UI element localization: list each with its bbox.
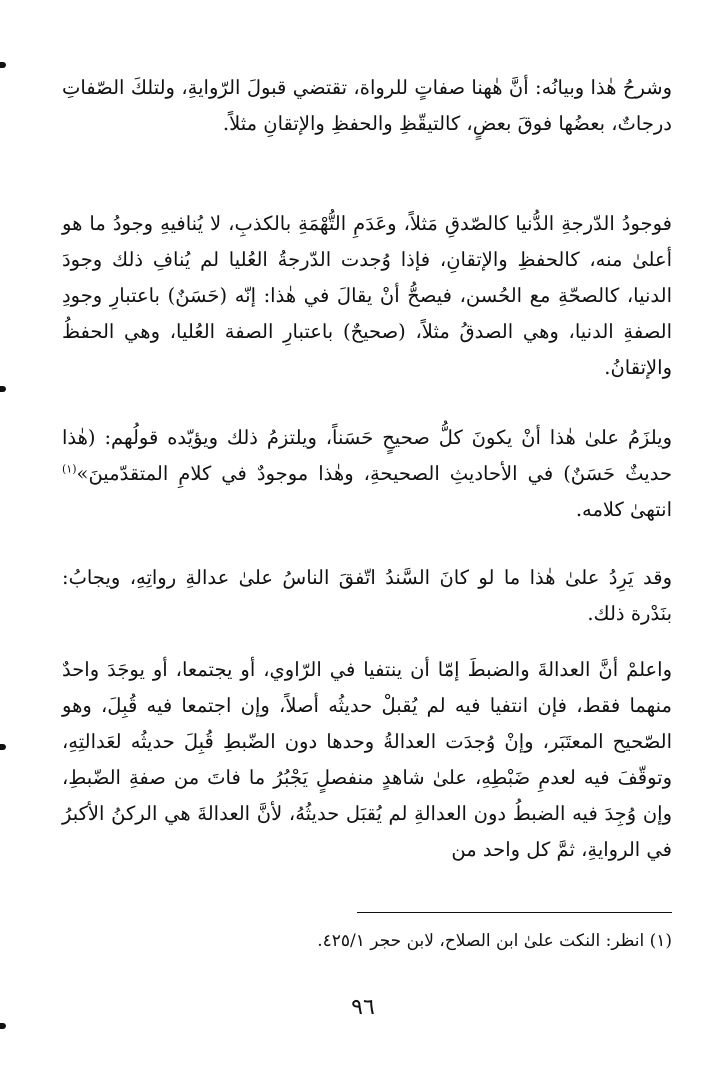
paragraph-text: واعلمْ أنَّ العدالةَ والضبطَ إمّا أن ينتفيا في الرّاوي، أو يجتمعا، أو يوجَدَ واحدٌ منهما فقط، فإن انتفيا فيه لم يُقبلْ حديثُه أصلاً، وإن اجتمعا فيه قُبِلَ، وهو الصّحيح المعتَبَر، وإنْ وُجدَت العدالةُ وحدها دون الضّبطِ قُبِلَ حديثُه لعَدالتِهِ، وتوقّفَ فيه لعدمِ ضَبْطِهِ، علىٰ شاهدٍ منفصلٍ يَجْبُرُ ما فاتَ من صفةِ الضّبطِ، وإن وُجِدَ فيه الضبطُ دون العدالةِ لم يُقبَل حديثُهُ، لأنَّ العدالةَ هي الركنُ الأكبرُ في الروايةِ، ثمَّ كل واحد من bbox=[62, 658, 672, 861]
paragraph-3 bbox=[62, 420, 672, 528]
edge-mark bbox=[0, 62, 6, 68]
paragraph-4 bbox=[62, 560, 672, 632]
footnote-divider bbox=[357, 912, 672, 913]
edge-mark bbox=[0, 386, 6, 392]
paragraph-text: وقد يَرِدُ علىٰ هٰذا ما لو كانَ السَّندُ اتّفقَ الناسُ علىٰ عدالةِ رواتِهِ، ويجابُ: بنَدْرة ذلك. bbox=[62, 566, 672, 625]
footnote-marker: (١) bbox=[62, 462, 77, 476]
paragraph-5 bbox=[62, 652, 672, 868]
paragraph-1 bbox=[62, 70, 672, 142]
paragraph-text-main: ويلزَمُ علىٰ هٰذا أنْ يكونَ كلُّ صحيحٍ حَسَناً، ويلتزمُ ذلك ويؤيّده قولُهم: (هٰذا حديثٌ حَسَنٌ) في الأحاديثِ الصحيحةِ، وهٰذا موجودٌ في كلامِ المتقدّمينَ» bbox=[62, 426, 672, 485]
page-number: ٩٦ bbox=[351, 995, 375, 1020]
edge-mark bbox=[0, 1023, 6, 1029]
paragraph-text: وشرحُ هٰذا وبيانُه: أنَّ هٰهنا صفاتٍ للرواة، تقتضي قبولَ الرّوايةِ، ولتلكَ الصّفاتِ درجاتٌ، بعضُها فوقَ بعضٍ، كالتيقّظِ والحفظِ والإتقانِ مثلاً. bbox=[62, 76, 672, 135]
quote-tail: انتهىٰ كلامه. bbox=[575, 498, 672, 521]
paragraph-text bbox=[62, 420, 672, 528]
paragraph-2 bbox=[62, 206, 672, 386]
paragraph-text: فوجودُ الدّرجةِ الدُّنيا كالصّدقِ مَثلاً، وعَدَمِ التُّهْمَةِ بالكذبِ، لا يُنافيهِ وجودُ ما هو أعلىٰ منه، كالحفظِ والإتقانِ، فإذا وُجدت الدّرجةُ العُليا لم يُنافِ ذلك وجودَ الدنيا، كالصحّةِ مع الحُسن، فيصحُّ أنْ يقالَ في هٰذا: إنّه (حَسَنٌ) باعتبارِ وجودِ الصفةِ الدنيا، وهي الصدقُ مثلاً، (صحيحٌ) باعتبارِ الصفة العُليا، وهي الحفظُ والإتقانُ. bbox=[62, 212, 672, 379]
footnote: (١) انظر: النكت علىٰ ابن الصلاح، لابن حجر ٤٢٥/١. bbox=[317, 931, 672, 951]
edge-mark bbox=[0, 744, 6, 750]
